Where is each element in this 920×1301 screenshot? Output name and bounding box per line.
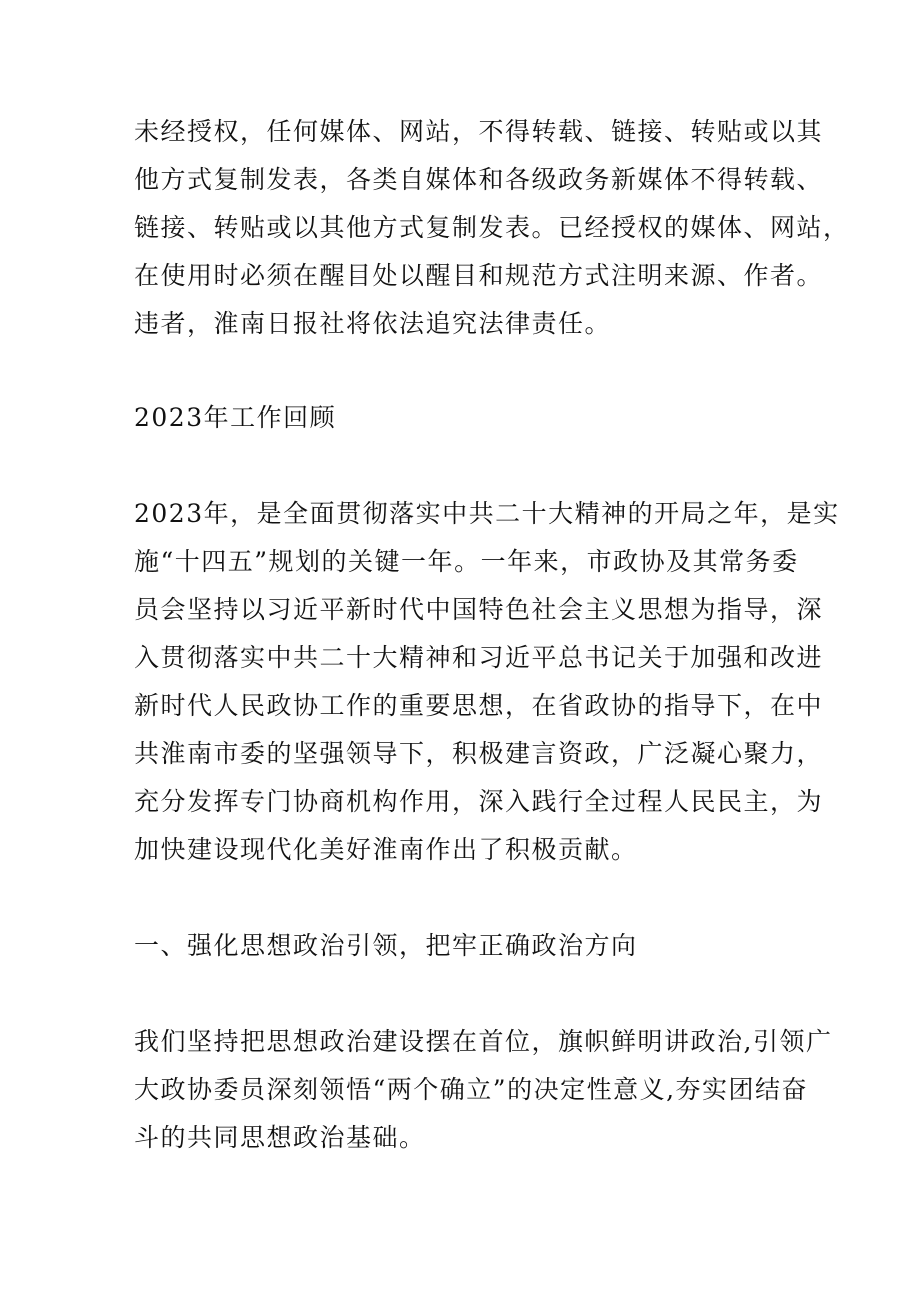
intro-paragraph: [134, 490, 840, 874]
notice-line: 在使用时必须在醒目处以醒目和规范方式注明来源、作者。: [134, 261, 824, 290]
body-one-line: 斗的共同思想政治基础。: [134, 1123, 426, 1152]
body-one-line: 大政协委员深刻领悟“两个确立”的决定性意义,夯实团结奋: [134, 1075, 809, 1104]
intro-line: 2023年，是全面贯彻落实中共二十大精神的开局之年，是实: [134, 499, 840, 528]
notice-line: 链接、转贴或以其他方式复制发表。已经授权的媒体、网站，: [134, 213, 850, 242]
heading-one-text: 一、强化思想政治引领，把牢正确政治方向: [134, 931, 638, 960]
section-title-text: 2023年工作回顾: [134, 403, 337, 432]
intro-line: 充分发挥专门协商机构作用，深入践行全过程人民民主，为: [134, 787, 824, 816]
intro-line: 新时代人民政协工作的重要思想，在省政协的指导下，在中: [134, 691, 824, 720]
section-title: [134, 394, 794, 442]
notice-line: 他方式复制发表，各类自媒体和各级政务新媒体不得转载、: [134, 165, 824, 194]
intro-line: 施“十四五”规划的关键一年。一年来，市政协及其常务委: [134, 547, 799, 576]
notice-line: 违者，淮南日报社将依法追究法律责任。: [134, 309, 612, 338]
copyright-notice: [134, 108, 850, 348]
intro-line: 加快建设现代化美好淮南作出了积极贡献。: [134, 835, 638, 864]
intro-line: 共淮南市委的坚强领导下，积极建言资政，广泛凝心聚力，: [134, 739, 824, 768]
notice-line: 未经授权，任何媒体、网站，不得转载、链接、转贴或以其: [134, 117, 824, 146]
intro-line: 员会坚持以习近平新时代中国特色社会主义思想为指导，深: [134, 595, 824, 624]
heading-one: [134, 922, 794, 970]
intro-line: 入贯彻落实中共二十大精神和习近平总书记关于加强和改进: [134, 643, 824, 672]
body-one-line: 我们坚持把思想政治建设摆在首位，旗帜鲜明讲政治,引领广: [134, 1027, 833, 1056]
body-one-paragraph: [134, 1018, 833, 1162]
